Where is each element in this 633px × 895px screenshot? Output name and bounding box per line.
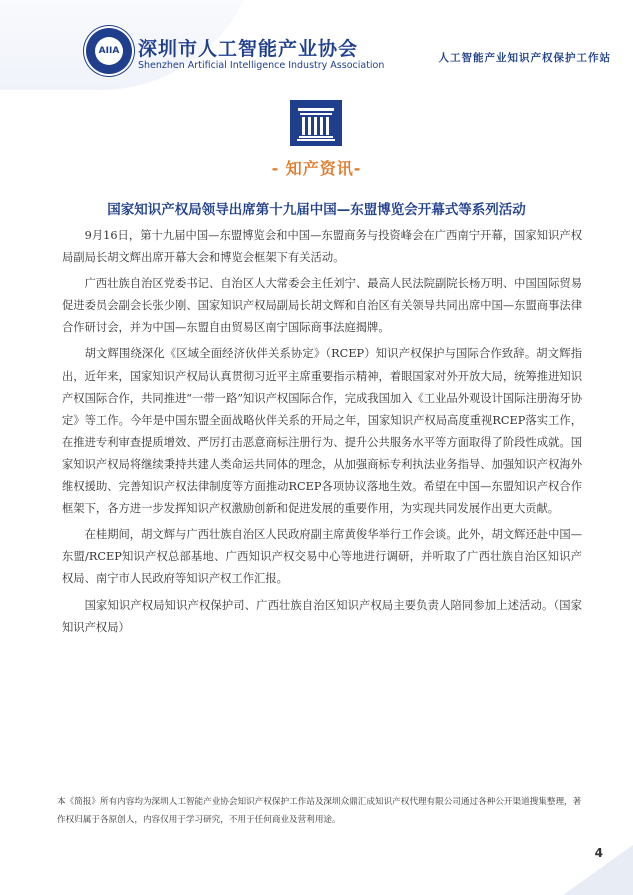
association-seal-icon (86, 28, 132, 74)
building-columns-icon (290, 100, 342, 146)
station-name: 人工智能产业知识产权保护工作站 (438, 52, 611, 64)
org-name-en: Shenzhen Artificial Intelligence Industry Association (138, 60, 385, 71)
page-number: 4 (594, 846, 603, 860)
article-body (62, 225, 582, 643)
section-title: - 知产资讯- (271, 159, 362, 178)
article-paragraph: 广西壮族自治区党委书记、自治区人大常委会主任刘宁、最高人民法院副院长杨万明、中国国际贸易促进委员会副会长张少刚、国家知识产权局副局长胡文辉和自治区有关领导共同出席中国—东盟商事法律合作研讨会，并为中国—东盟自由贸易区南宁国际商事法庭揭牌。 (62, 277, 582, 335)
article-title: 国家知识产权局领导出席第十九届中国—东盟博览会开幕式等系列活动 (107, 202, 526, 218)
org-name-cn: 深圳市人工智能产业协会 (138, 38, 359, 60)
article-paragraph: 胡文辉围绕深化《区域全面经济伙伴关系协定》（RCEP）知识产权保护与国际合作致辞。胡文辉指出，近年来，国家知识产权局认真贯彻习近平主席重要指示精神，着眼国家对外开放大局，统筹推进知识产权国际合作，共同推进“一带一路”知识产权国际合作，完成我国加入《工业品外观设计国际注册海牙协定》等工作。今年是中国东盟全面战略伙伴关系的开局之年，国家知识产权局高度重视RCEP落实工作，在推进专利审查提质增效、严厉打击恶意商标注册行为、提升公共服务水平等方面取得了阶段性成就。国家知识产权局将继续秉持共建人类命运共同体的理念，从加强商标专利执法业务指导、加强知识产权海外维权援助、完善知识产权法律制度等方面推动RCEP各项协议落地生效。希望在中国—东盟知识产权合作框架下，各方进一步发挥知识产权激励创新和促进发展的重要作用，为实现共同发展作出更大贡献。 (62, 347, 582, 516)
article-paragraph: 在桂期间，胡文辉与广西壮族自治区人民政府副主席黄俊华举行工作会谈。此外，胡文辉还赴中国—东盟/RCEP知识产权总部基地、广西知识产权交易中心等地进行调研，并听取了广西壮族自治区知识产权局、南宁市人民政府等知识产权工作汇报。 (62, 528, 582, 586)
logo-text: AIIA (98, 46, 120, 56)
article-paragraph: 9月16日，第十九届中国—东盟博览会和中国—东盟商务与投资峰会在广西南宁开幕，国家知识产权局副局长胡文辉出席开幕大会和博览会框架下有关活动。 (62, 229, 582, 265)
copyright-note: 本《简报》所有内容均为深圳人工智能产业协会知识产权保护工作站及深圳众鼎汇成知识产权代理有限公司通过各种公开渠道搜集整理，著作权归属于各原创人，内容仅用于学习研究，不用于任何商业及营利用途。 (57, 797, 582, 825)
article-paragraph: 国家知识产权局知识产权保护司、广西壮族自治区知识产权局主要负责人陪同参加上述活动。（国家知识产权局） (62, 598, 582, 634)
